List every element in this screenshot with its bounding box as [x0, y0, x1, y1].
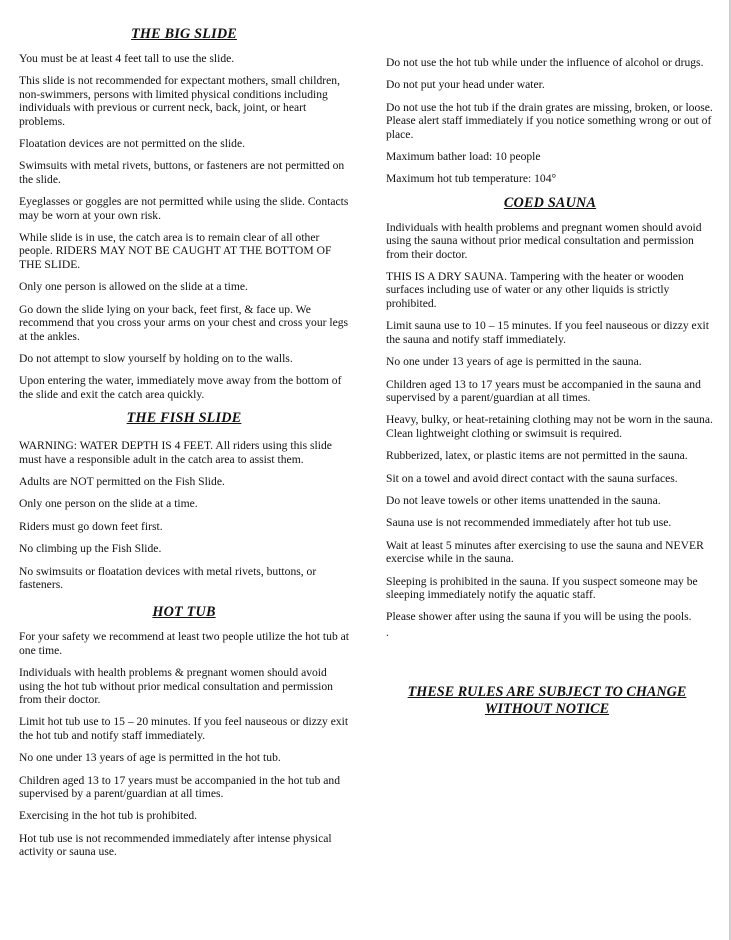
right-column — [386, 56, 714, 642]
big-slide-section — [19, 26, 349, 401]
rule: Individuals with health problems & pregnant women should avoid using the hot tub without prior medical consultation and permission from their doctor. — [19, 666, 333, 706]
closing-notice-line-1: THESE RULES ARE SUBJECT TO CHANGE — [407, 684, 687, 700]
rule: Go down the slide lying on your back, feet first, & face up. We recommend that you cross your arms on your chest and cross your legs at the ankles. — [19, 302, 349, 343]
rule: Do not use the hot tub if the drain grates are missing, broken, or loose. Please alert staff immediately if you notice something wrong or out of place. — [386, 100, 713, 141]
rule: No climbing up the Fish Slide. — [19, 542, 162, 556]
rule: Children aged 13 to 17 years must be accompanied in the sauna and supervised by a parent/guardian at all times. — [386, 377, 701, 404]
rule: Individuals with health problems and pregnant women should avoid using the sauna without prior medical consultation and permission from their doctor. — [386, 220, 702, 261]
fish-slide-heading: THE FISH SLIDE — [126, 410, 242, 427]
rule: While slide is in use, the catch area is to remain clear of all other people. RIDERS MAY NOT BE CAUGHT AT THE BOTTOM OF THE SLIDE. — [19, 231, 332, 271]
rule: Only one person is allowed on the slide at a time. — [19, 280, 248, 294]
rule: You must be at least 4 feet tall to use the slide. — [19, 52, 235, 65]
rule: Floatation devices are not permitted on the slide. — [19, 137, 246, 151]
rule: Heavy, bulky, or heat-retaining clothing may not be worn in the sauna. Clean lightweight clothing or swimsuit is required. — [386, 413, 713, 440]
rule: Children aged 13 to 17 years must be accompanied in the hot tub and supervised by a parent/guardian at all times. — [19, 773, 341, 801]
rule: Limit hot tub use to 15 – 20 minutes. If you feel nauseous or dizzy exit the hot tub and notify staff immediately. — [19, 715, 349, 742]
big-slide-heading: THE BIG SLIDE — [131, 26, 237, 42]
rule: Riders must go down feet first. — [19, 519, 163, 533]
rule: Upon entering the water, immediately move away from the bottom of the slide and exit the catch area quickly. — [19, 374, 342, 401]
rule: Hot tub use is not recommended immediately after intense physical activity or sauna use. — [19, 831, 332, 859]
rule: For your safety we recommend at least two people utilize the hot tub at one time. — [19, 630, 350, 657]
closing-notice — [386, 684, 708, 718]
closing-notice-line-2: WITHOUT NOTICE — [484, 701, 610, 717]
hot-tub-heading: HOT TUB — [152, 604, 216, 621]
rule: Eyeglasses or goggles are not permitted while using the slide. Contacts may be worn at your own risk. — [19, 195, 349, 222]
rule: No one under 13 years of age is permitted in the hot tub. — [19, 751, 281, 765]
rule: Maximum bather load: 10 people — [386, 150, 541, 164]
rule: Please shower after using the sauna if you will be using the pools. — [386, 610, 692, 624]
left-column — [19, 26, 349, 868]
rule: Sauna use is not recommended immediately after hot tub use. — [386, 516, 672, 530]
rule: WARNING: WATER DEPTH IS 4 FEET. All riders using this slide must have a responsible adult in the catch area to assist them. — [19, 439, 332, 466]
rule: Sit on a towel and avoid direct contact with the sauna surfaces. — [386, 471, 678, 485]
rule: Exercising in the hot tub is prohibited. — [19, 809, 198, 823]
rule: No swimsuits or floatation devices with metal rivets, buttons, or fasteners. — [19, 564, 317, 591]
rule: THIS IS A DRY SAUNA. Tampering with the heater or wooden surfaces including use of water or any other liquids is strictly prohibited. — [386, 270, 684, 310]
rule: Sleeping is prohibited in the sauna. If you suspect someone may be sleeping immediately notify the aquatic staff. — [386, 574, 698, 601]
rule: Rubberized, latex, or plastic items are not permitted in the sauna. — [386, 449, 688, 463]
rule: Do not attempt to slow yourself by holding on to the walls. — [19, 351, 293, 365]
stray-period: . — [386, 625, 389, 639]
coed-sauna-heading: COED SAUNA — [503, 194, 597, 211]
rule: Do not use the hot tub while under the influence of alcohol or drugs. — [386, 56, 704, 69]
rule: Only one person on the slide at a time. — [19, 497, 198, 511]
rule: Swimsuits with metal rivets, buttons, or fasteners are not permitted on the slide. — [19, 159, 345, 186]
rule: This slide is not recommended for expectant mothers, small children, non-swimmers, persons with limited physical conditions including individuals with previous or current neck, back, joint, or heart problems. — [19, 74, 340, 128]
rule: Adults are NOT permitted on the Fish Slide. — [19, 474, 225, 488]
rule: Do not leave towels or other items unattended in the sauna. — [386, 493, 661, 507]
coed-sauna-section — [386, 195, 714, 640]
rule: Limit sauna use to 10 – 15 minutes. If you feel nauseous or dizzy exit the sauna and notify staff immediately. — [386, 319, 709, 346]
fish-slide-section — [19, 410, 349, 591]
rule: Wait at least 5 minutes after exercising to use the sauna and NEVER exercise while in the sauna. — [386, 538, 704, 566]
hot-tub-section — [19, 604, 349, 858]
rule: Maximum hot tub temperature: 104° — [386, 172, 557, 186]
rule: No one under 13 years of age is permitted in the sauna. — [386, 355, 642, 369]
hot-tub-continued — [386, 56, 714, 186]
rule: Do not put your head under water. — [386, 78, 545, 92]
